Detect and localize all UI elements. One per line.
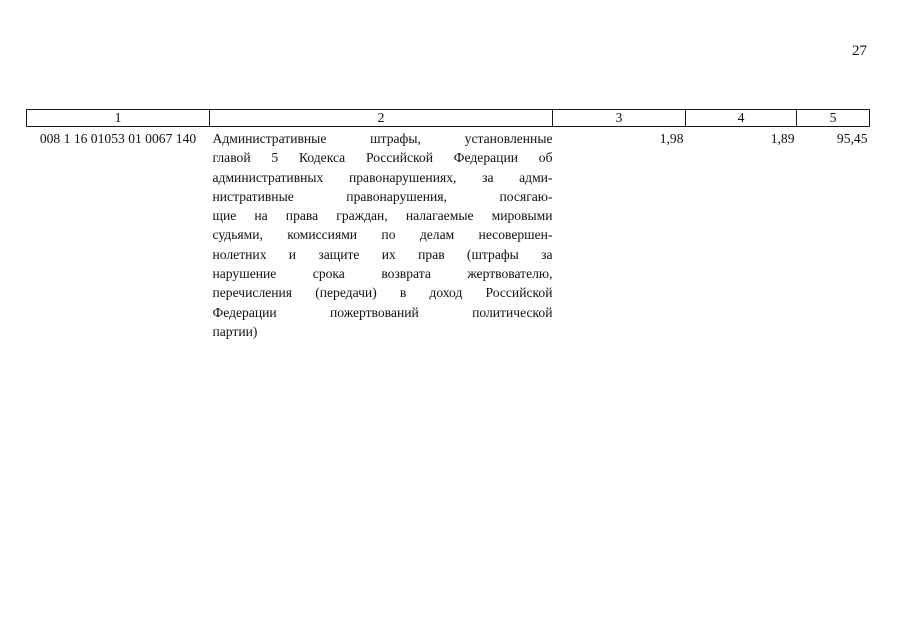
- description-line: партии): [212, 323, 258, 339]
- column-header-4: 4: [686, 110, 797, 127]
- value-cell-col5: 95,45: [836, 131, 868, 146]
- description-line: нолетних и защите их прав (штрафы за: [212, 246, 553, 262]
- description-line: нарушение срока возврата жертвователю,: [212, 266, 553, 282]
- description-line: судьями, комиссиями по делам несовершен-: [212, 227, 553, 243]
- column-header-3: 3: [553, 110, 686, 127]
- table-header-row: [27, 110, 870, 127]
- budget-table: [26, 109, 870, 341]
- value-cell-col3: 1,98: [659, 131, 684, 146]
- value-cell-col4: 1,89: [770, 131, 795, 146]
- budget-code-cell: 008 1 16 01053 01 0067 140: [39, 131, 197, 146]
- description-line: административных правонарушениях, за адми-: [212, 169, 553, 185]
- column-header-5: 5: [797, 110, 870, 127]
- description-line: щие на права граждан, налагаемые мировыми: [212, 208, 553, 224]
- column-header-2: 2: [210, 110, 553, 127]
- description-line: Административные штрафы, установленные: [212, 131, 553, 146]
- description-line: Федерации пожертвований политической: [212, 304, 553, 320]
- column-header-1: 1: [27, 110, 210, 127]
- description-line: нистративные правонарушения, посягаю-: [212, 188, 553, 204]
- description-cell: [210, 127, 553, 342]
- table-row: [27, 127, 870, 342]
- page-number: 27: [852, 43, 867, 59]
- description-line: главой 5 Кодекса Российской Федерации об: [212, 150, 553, 166]
- description-line: перечисления (передачи) в доход Российской: [212, 285, 553, 301]
